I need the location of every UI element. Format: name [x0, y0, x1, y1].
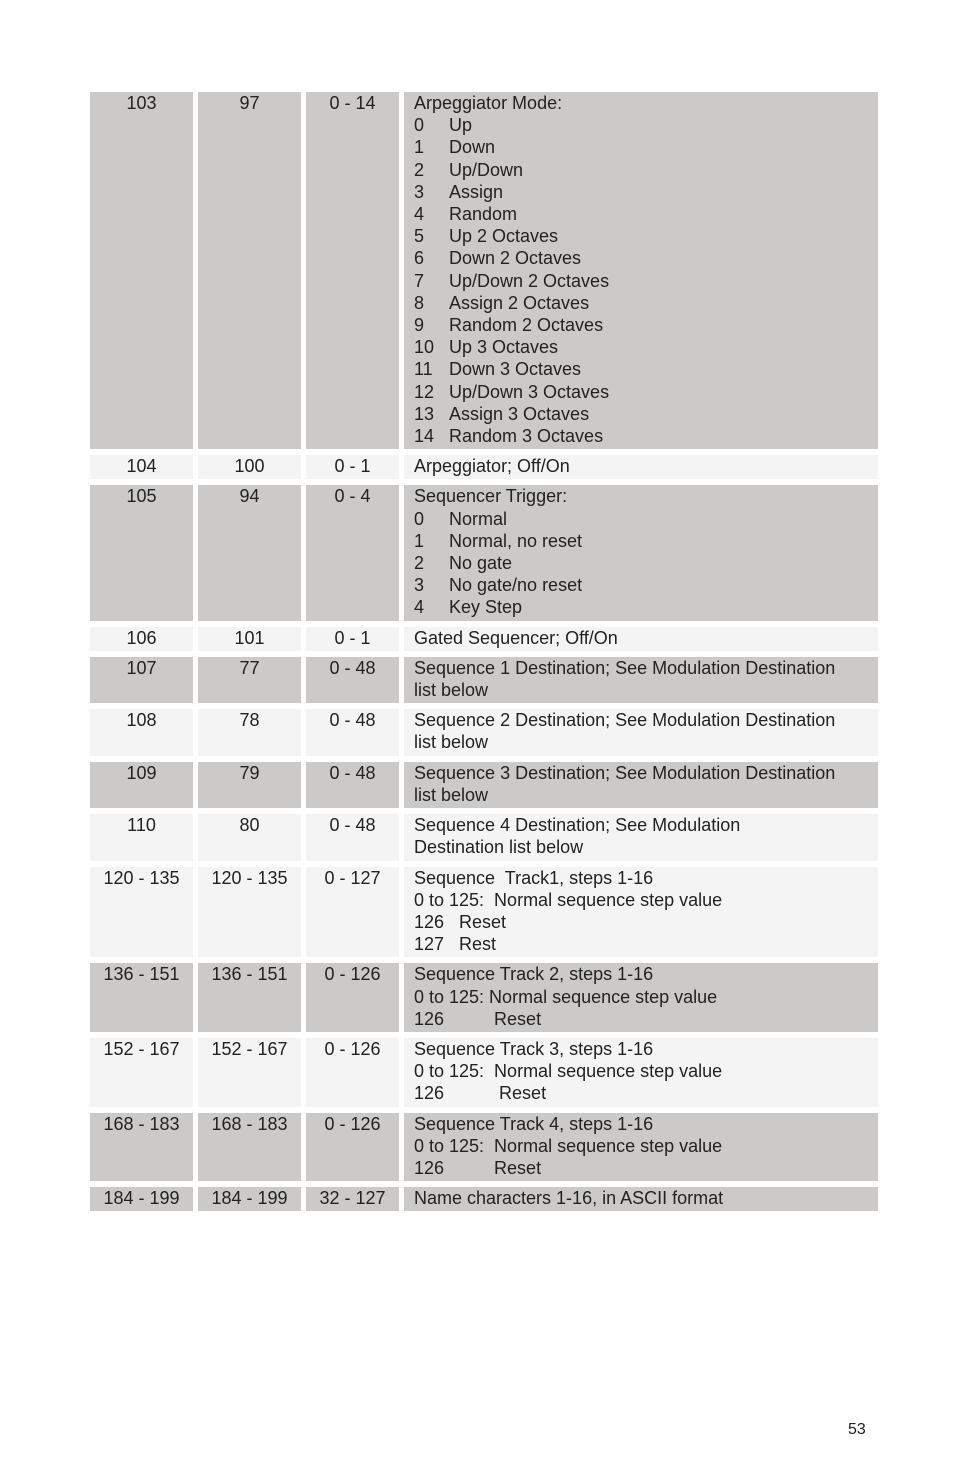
- option-label: Down 2 Octaves: [449, 248, 582, 269]
- option-value: 4: [414, 204, 425, 225]
- option-item: [414, 159, 870, 181]
- option-value: 7: [414, 270, 425, 291]
- description-title: Arpeggiator Mode:: [414, 93, 563, 113]
- description-line: Destination list below: [414, 837, 584, 858]
- option-label: Normal: [449, 508, 508, 529]
- nrpn-number-cell: 110: [90, 814, 193, 860]
- option-value: 14: [414, 426, 435, 447]
- description-cell: [404, 709, 878, 755]
- description-cell: [404, 455, 878, 479]
- description-cell: [404, 963, 878, 1032]
- option-item: [414, 247, 870, 269]
- table-row: [90, 709, 878, 755]
- table-row: [90, 627, 878, 651]
- description-cell: [404, 92, 878, 449]
- parameter-number-cell: 152 - 167: [198, 1038, 301, 1107]
- parameter-number-cell: 97: [198, 92, 301, 449]
- option-item: [414, 114, 870, 136]
- table-row: [90, 1187, 878, 1211]
- description-cell: [404, 1187, 878, 1211]
- option-label: Assign 2 Octaves: [449, 292, 590, 313]
- nrpn-number-cell: 105: [90, 485, 193, 620]
- option-value: 12: [414, 381, 435, 402]
- nrpn-number-cell: 152 - 167: [90, 1038, 193, 1107]
- description-title: Gated Sequencer; Off/On: [414, 627, 618, 648]
- option-label: Assign: [449, 181, 504, 202]
- description-line: 127 Rest: [414, 934, 497, 955]
- table-row: [90, 963, 878, 1032]
- option-value: 1: [414, 137, 425, 158]
- description-line: 0 to 125: Normal sequence step value: [414, 889, 723, 910]
- option-value: 11: [414, 359, 433, 380]
- parameter-number-cell: 120 - 135: [198, 867, 301, 958]
- table-row: [90, 1038, 878, 1107]
- option-label: Down 3 Octaves: [449, 359, 582, 380]
- option-item: [414, 425, 870, 447]
- nrpn-number-cell: 106: [90, 627, 193, 651]
- option-item: [414, 225, 870, 247]
- option-label: No gate/no reset: [449, 575, 583, 596]
- nrpn-number-cell: 104: [90, 455, 193, 479]
- option-label: Key Step: [449, 597, 523, 618]
- option-item: [414, 552, 870, 574]
- table-row: [90, 92, 878, 449]
- nrpn-number-cell: 184 - 199: [90, 1187, 193, 1211]
- description-line: Sequence 4 Destination; See Modulation: [414, 815, 741, 836]
- description-line: 126 Reset: [414, 1083, 547, 1104]
- description-line: list below: [414, 784, 489, 805]
- description-cell: [404, 814, 878, 860]
- range-cell: 0 - 4: [306, 485, 399, 620]
- parameter-number-cell: 184 - 199: [198, 1187, 301, 1211]
- option-value: 10: [414, 337, 435, 358]
- range-cell: 0 - 48: [306, 762, 399, 808]
- parameter-number-cell: 77: [198, 657, 301, 703]
- description-cell: [404, 762, 878, 808]
- option-item: [414, 270, 870, 292]
- parameter-number-cell: 79: [198, 762, 301, 808]
- description-title: Sequencer Trigger:: [414, 486, 568, 507]
- option-label: Random: [449, 204, 518, 225]
- description-line: Sequence Track 4, steps 1-16: [414, 1113, 654, 1134]
- option-item: [414, 136, 870, 158]
- option-label: Up/Down 2 Octaves: [449, 270, 610, 291]
- option-item: [414, 292, 870, 314]
- description-line: list below: [414, 680, 489, 701]
- option-item: [414, 203, 870, 225]
- option-value: 1: [414, 530, 425, 551]
- description-line: 126 Reset: [414, 1008, 542, 1029]
- option-label: Up 3 Octaves: [449, 337, 559, 358]
- description-line: 0 to 125: Normal sequence step value: [414, 986, 718, 1007]
- option-label: Down: [449, 137, 496, 158]
- table-row: [90, 455, 878, 479]
- option-label: Up 2 Octaves: [449, 226, 559, 247]
- option-label: Up/Down: [449, 159, 524, 180]
- option-value: 8: [414, 292, 425, 313]
- range-cell: 0 - 126: [306, 1113, 399, 1182]
- description-line: Sequence Track1, steps 1-16: [414, 867, 654, 888]
- range-cell: 0 - 48: [306, 709, 399, 755]
- option-item: [414, 574, 870, 596]
- option-item: [414, 181, 870, 203]
- nrpn-number-cell: 120 - 135: [90, 867, 193, 958]
- description-cell: [404, 485, 878, 620]
- parameter-number-cell: 136 - 151: [198, 963, 301, 1032]
- description-cell: [404, 657, 878, 703]
- option-label: Normal, no reset: [449, 530, 583, 551]
- table-row: [90, 657, 878, 703]
- option-value: 4: [414, 597, 425, 618]
- option-value: 13: [414, 403, 435, 424]
- option-value: 9: [414, 315, 425, 336]
- description-line: Sequence 2 Destination; See Modulation Destination: [414, 710, 836, 731]
- range-cell: 0 - 48: [306, 657, 399, 703]
- table-row: [90, 814, 878, 860]
- description-line: 126 Reset: [414, 911, 507, 932]
- range-cell: 0 - 126: [306, 963, 399, 1032]
- range-cell: 0 - 1: [306, 455, 399, 479]
- option-item: [414, 314, 870, 336]
- description-title: Arpeggiator; Off/On: [414, 456, 570, 477]
- option-value: 0: [414, 508, 425, 529]
- option-value: 2: [414, 553, 425, 574]
- parameter-number-cell: 168 - 183: [198, 1113, 301, 1182]
- nrpn-number-cell: 103: [90, 92, 193, 449]
- option-label: Random 3 Octaves: [449, 426, 604, 447]
- description-cell: [404, 627, 878, 651]
- description-line: Sequence 3 Destination; See Modulation Destination: [414, 762, 836, 783]
- description-line: list below: [414, 732, 489, 753]
- range-cell: 0 - 126: [306, 1038, 399, 1107]
- nrpn-number-cell: 168 - 183: [90, 1113, 193, 1182]
- description-cell: [404, 1038, 878, 1107]
- description-cell: [404, 867, 878, 958]
- description-line: Name characters 1-16, in ASCII format: [414, 1188, 724, 1209]
- option-item: [414, 530, 870, 552]
- option-item: [414, 358, 870, 380]
- option-value: 6: [414, 248, 425, 269]
- parameter-number-cell: 100: [198, 455, 301, 479]
- parameter-number-cell: 94: [198, 485, 301, 620]
- option-value: 3: [414, 181, 425, 202]
- option-value: 0: [414, 115, 425, 136]
- description-line: Sequence 1 Destination; See Modulation Destination: [414, 657, 836, 678]
- table-row: [90, 1113, 878, 1182]
- range-cell: 0 - 1: [306, 627, 399, 651]
- parameter-table: [90, 92, 878, 1217]
- table-row: [90, 867, 878, 958]
- option-label: Up/Down 3 Octaves: [449, 381, 610, 402]
- description-line: 126 Reset: [414, 1157, 542, 1178]
- option-value: 3: [414, 575, 425, 596]
- parameter-number-cell: 101: [198, 627, 301, 651]
- parameter-number-cell: 80: [198, 814, 301, 860]
- option-label: No gate: [449, 553, 513, 574]
- nrpn-number-cell: 109: [90, 762, 193, 808]
- range-cell: 32 - 127: [306, 1187, 399, 1211]
- nrpn-number-cell: 107: [90, 657, 193, 703]
- option-item: [414, 596, 870, 618]
- description-line: Sequence Track 3, steps 1-16: [414, 1038, 654, 1059]
- description-line: 0 to 125: Normal sequence step value: [414, 1135, 723, 1156]
- table-row: [90, 762, 878, 808]
- option-item: [414, 403, 870, 425]
- option-label: Assign 3 Octaves: [449, 403, 590, 424]
- page-number: 53: [848, 1421, 866, 1438]
- description-cell: [404, 1113, 878, 1182]
- range-cell: 0 - 48: [306, 814, 399, 860]
- nrpn-number-cell: 108: [90, 709, 193, 755]
- table-row: [90, 485, 878, 620]
- option-item: [414, 381, 870, 403]
- option-item: [414, 508, 870, 530]
- option-value: 2: [414, 159, 425, 180]
- range-cell: 0 - 127: [306, 867, 399, 958]
- option-label: Random 2 Octaves: [449, 315, 604, 336]
- parameter-number-cell: 78: [198, 709, 301, 755]
- option-value: 5: [414, 226, 425, 247]
- description-line: 0 to 125: Normal sequence step value: [414, 1061, 723, 1082]
- option-label: Up: [449, 115, 473, 136]
- nrpn-number-cell: 136 - 151: [90, 963, 193, 1032]
- option-item: [414, 336, 870, 358]
- range-cell: 0 - 14: [306, 92, 399, 449]
- description-line: Sequence Track 2, steps 1-16: [414, 964, 654, 985]
